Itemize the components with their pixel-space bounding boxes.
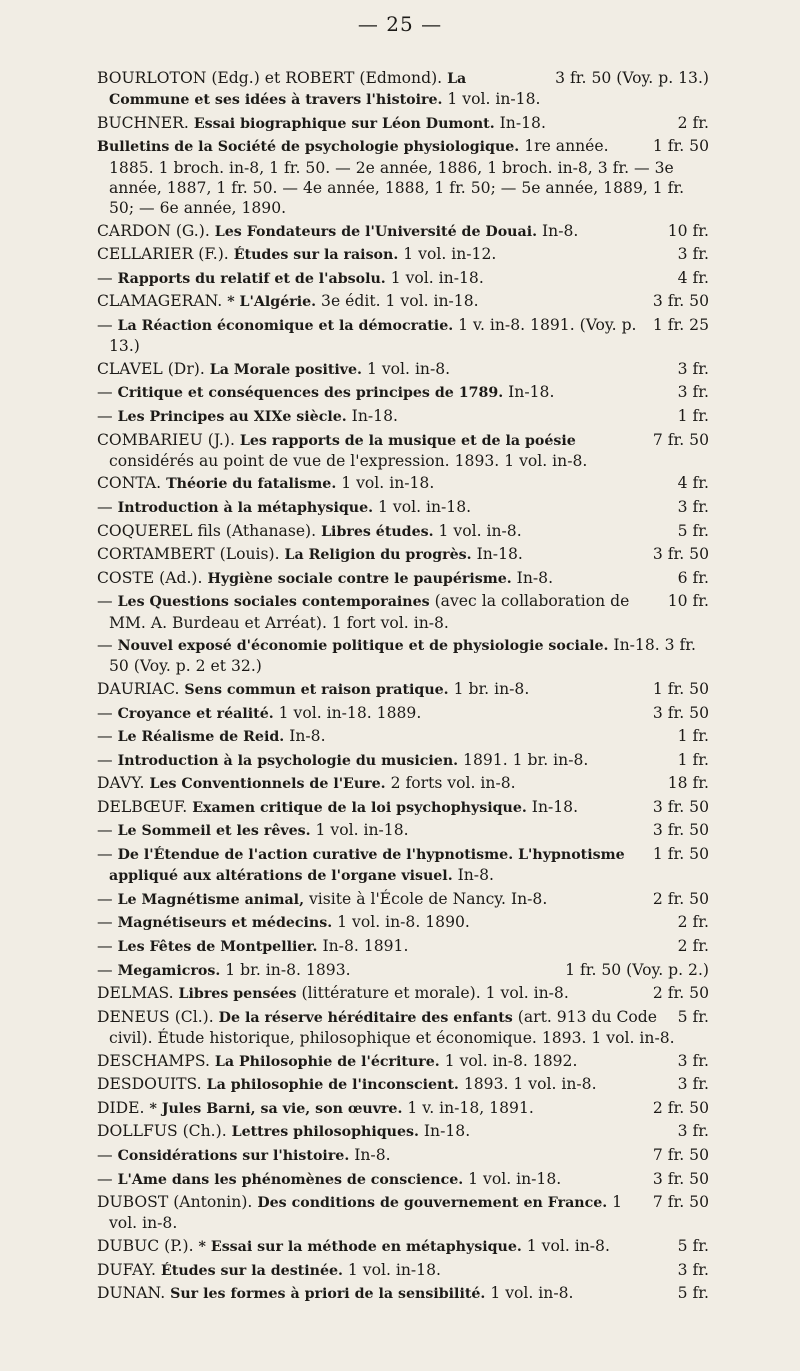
entry-rest: In-18.: [351, 406, 398, 425]
entry-rest: 1 v. in-8. 1891. (Voy. p. 13.): [109, 315, 637, 356]
entry-price: 1 fr. 50: [652, 137, 709, 156]
entry-title: Des conditions de gouvernement en France.: [257, 1195, 608, 1212]
catalog-entry: [97, 521, 709, 542]
entry-title: Croyance et réalité.: [117, 705, 274, 722]
entry-author: DAVY.: [97, 774, 145, 793]
entry-author: —: [97, 821, 113, 840]
entry-author: CORTAMBERT (Louis).: [97, 545, 280, 564]
entry-author: DELBŒUF.: [97, 797, 188, 816]
catalog-entry: [97, 1051, 709, 1072]
entry-author: CELLARIER (F.).: [97, 245, 229, 264]
entry-title: La Morale positive.: [209, 361, 362, 378]
entry-price: 3 fr. 50: [652, 545, 709, 564]
entry-rest: 1 vol. in-8.: [438, 521, 522, 540]
entry-price: 1 fr.: [677, 727, 709, 746]
catalog-entry: [97, 912, 709, 933]
entry-price: 4 fr.: [677, 474, 709, 493]
entry-price: 3 fr. 50: [652, 703, 709, 722]
catalog-entry: [97, 406, 709, 427]
catalog-entry: [97, 1283, 709, 1304]
catalog-entry: [97, 703, 709, 724]
entry-rest: In-8.: [289, 727, 326, 746]
catalog-entry: [97, 382, 709, 403]
entry-price: 1 fr. 50: [652, 679, 709, 698]
entry-author: CONTA.: [97, 474, 162, 493]
entry-price: 3 fr. 50: [652, 821, 709, 840]
entry-price: 3 fr.: [677, 359, 709, 378]
catalog-entry: [97, 591, 709, 632]
entry-price: 3 fr. 50: [652, 1169, 709, 1188]
entry-price: 1 fr.: [677, 406, 709, 425]
entry-rest: 1 vol. in-18.: [447, 90, 541, 109]
entry-price: 3 fr.: [677, 245, 709, 264]
catalog-entry: [97, 497, 709, 518]
entry-rest: In-8.: [542, 221, 579, 240]
entry-price: 7 fr. 50: [652, 430, 709, 449]
entry-rest: 1 vol. in-8.: [109, 1193, 623, 1233]
entry-rest: In-8. 1891.: [322, 937, 409, 956]
entry-author: CLAVEL (Dr).: [97, 359, 205, 378]
catalog-entry: [97, 1192, 709, 1233]
entry-price: 3 fr.: [677, 383, 709, 402]
entry-price: 1 fr. 50 (Voy. p. 2.): [565, 960, 709, 979]
entry-title: La Réaction économique et la démocratie.: [117, 317, 454, 334]
entry-rest: In-8.: [516, 568, 554, 587]
entry-price: 3 fr.: [677, 1260, 709, 1279]
catalog-entry: [97, 1098, 709, 1119]
catalog-entry: [97, 68, 709, 110]
entry-price: 3 fr. 50: [652, 292, 709, 311]
entry-author: COMBARIEU (J.).: [97, 430, 235, 449]
entry-title: De la réserve héréditaire des enfants: [218, 1009, 513, 1026]
entry-title: La Commune et ses idées à travers l'histoire.: [109, 71, 467, 109]
entry-title: Lettres philosophiques.: [231, 1124, 419, 1141]
entry-title: * Essai sur la méthode en métaphysique.: [198, 1238, 522, 1255]
entry-title: Bulletins de la Société de psychologie physiologique.: [97, 139, 520, 156]
entry-price: 5 fr.: [677, 521, 709, 540]
entry-title: Sur les formes à priori de la sensibilité.: [170, 1286, 486, 1303]
entry-rest: 1 vol. in-18.: [315, 821, 409, 840]
entry-title: Critique et conséquences des principes de 1789.: [117, 385, 504, 402]
entry-title: La philosophie de l'inconscient.: [206, 1077, 459, 1094]
entry-price: 2 fr.: [677, 937, 709, 956]
entry-author: DOLLFUS (Ch.).: [97, 1122, 227, 1141]
entry-title: Introduction à la métaphysique.: [117, 499, 374, 516]
entry-author: —: [97, 383, 113, 402]
entry-price: 1 fr. 25: [652, 315, 709, 334]
entry-rest: 2 forts vol. in-8.: [390, 774, 516, 793]
catalog-entry: [97, 136, 709, 218]
entry-price: 7 fr. 50: [652, 1146, 709, 1164]
catalog-entry: [97, 430, 709, 471]
entry-rest: In-18.: [499, 113, 546, 132]
entry-rest: 1 vol. in-18.: [468, 1169, 562, 1188]
entry-author: DELMAS.: [97, 984, 174, 1003]
entry-title: Libres études.: [321, 523, 434, 540]
entry-author: —: [97, 497, 113, 516]
entry-price: 10 fr.: [667, 592, 709, 611]
entry-author: COSTE (Ad.).: [97, 568, 203, 587]
page-number: — 25 —: [357, 12, 443, 36]
entry-rest: 1 vol. in-18.: [347, 1260, 441, 1279]
catalog-entry: [97, 244, 709, 265]
entry-rest: In-8.: [457, 866, 494, 885]
entry-price: 7 fr. 50: [652, 1193, 709, 1212]
entry-rest: 1 vol. in-12.: [403, 245, 497, 264]
entry-author: —: [97, 913, 113, 932]
entry-author: —: [97, 889, 113, 908]
entry-title: Examen critique de la loi psychophysique.: [192, 799, 527, 816]
entry-author: COQUEREL fils (Athanase).: [97, 521, 317, 540]
entry-rest: 1 br. in-8.: [453, 679, 530, 698]
entry-author: BOURLOTON (Edg.) et ROBERT (Edmond).: [97, 69, 443, 87]
entry-author: CLAMAGERAN.: [97, 292, 223, 311]
entry-author: DAURIAC.: [97, 679, 180, 698]
entry-rest: 1891. 1 br. in-8.: [463, 750, 589, 769]
entry-rest: considérés au point de vue de l'expression. 1893. 1 vol. in-8.: [109, 451, 588, 470]
entry-author: DUFAY.: [97, 1260, 156, 1279]
catalog-entry: [97, 773, 709, 794]
entry-rest: In-18.: [531, 797, 579, 816]
entry-title: Considérations sur l'histoire.: [117, 1148, 350, 1164]
entry-author: DIDE.: [97, 1098, 145, 1117]
catalog-entry: [97, 960, 709, 981]
entry-price: 2 fr. 50: [652, 1098, 709, 1117]
catalog-entry: [97, 113, 709, 134]
entry-rest: 1 vol. in-18.: [378, 497, 472, 516]
catalog-entry: [97, 679, 709, 700]
entry-title: L'Ame dans les phénomènes de conscience.: [117, 1171, 464, 1188]
entry-author: —: [97, 750, 113, 769]
entry-author: DESDOUITS.: [97, 1075, 202, 1094]
entry-price: 2 fr. 50: [652, 889, 709, 908]
catalog-entry: [97, 1074, 709, 1095]
catalog-entry: [97, 726, 709, 747]
entry-rest: In-8.: [354, 1146, 391, 1164]
entry-price: 3 fr. 50: [652, 797, 709, 816]
entry-title: Le Magnétisme animal,: [117, 891, 305, 908]
entry-rest: In-18. 3 fr. 50 (Voy. p. 2 et 32.): [109, 636, 696, 676]
entry-price: 18 fr.: [667, 774, 709, 793]
catalog-entry: [97, 291, 709, 312]
catalog-entry: [97, 1145, 709, 1166]
catalog-entry: [97, 544, 709, 565]
entry-title: Introduction à la psychologie du musicien.: [117, 752, 459, 769]
entry-author: —: [97, 1169, 113, 1188]
entry-title: Études sur la destinée.: [160, 1262, 343, 1279]
entry-title: Les Principes au XIXe siècle.: [117, 408, 347, 425]
catalog-entry: [97, 936, 709, 957]
entry-author: DENEUS (Cl.).: [97, 1007, 214, 1026]
catalog-list: [97, 68, 709, 1307]
entry-price: 1 fr. 50: [652, 845, 709, 864]
entry-price: 3 fr.: [677, 1075, 709, 1094]
catalog-entry: [97, 1007, 709, 1048]
entry-title: Hygiène sociale contre le paupérisme.: [207, 570, 512, 587]
entry-title: Les rapports de la musique et de la poésie: [239, 432, 576, 449]
entry-price: 4 fr.: [677, 268, 709, 287]
catalog-entry: [97, 983, 709, 1004]
catalog-entry: [97, 797, 709, 818]
entry-author: —: [97, 1146, 113, 1164]
entry-price: 5 fr.: [677, 1236, 709, 1255]
entry-rest: In-18.: [423, 1122, 471, 1141]
catalog-entry: [97, 1236, 709, 1257]
entry-author: DUNAN.: [97, 1284, 166, 1303]
entry-title: La Philosophie de l'écriture.: [214, 1053, 440, 1070]
entry-title: * L'Algérie.: [227, 294, 317, 311]
entry-price: 3 fr. 50 (Voy. p. 13.): [555, 69, 709, 87]
catalog-entry: [97, 820, 709, 841]
catalog-entry: [97, 221, 709, 242]
entry-title: Théorie du fatalisme.: [166, 476, 337, 493]
entry-author: CARDON (G.).: [97, 221, 210, 240]
catalog-entry: [97, 268, 709, 289]
entry-price: 1 fr.: [677, 750, 709, 769]
catalog-entry: [97, 844, 709, 886]
entry-price: 5 fr.: [677, 1284, 709, 1303]
entry-title: * Jules Barni, sa vie, son œuvre.: [149, 1100, 403, 1117]
entry-rest: 1893. 1 vol. in-8.: [463, 1075, 597, 1094]
entry-rest: 1 vol. in-8. 1890.: [337, 913, 470, 932]
entry-rest: In-18.: [476, 545, 523, 564]
catalog-entry: [97, 1121, 709, 1142]
catalog-entry: [97, 315, 709, 356]
entry-title: De l'Étendue de l'action curative de l'hypnotisme. L'hypnotisme appliqué aux altérations de l'organe visuel.: [109, 847, 625, 885]
entry-title: Les Questions sociales contemporaines: [117, 594, 430, 611]
entry-rest: 1 vol. in-18. 1889.: [278, 703, 422, 722]
entry-title: Libres pensées: [178, 986, 297, 1003]
entry-title: La Religion du progrès.: [284, 547, 472, 564]
entry-rest: visite à l'École de Nancy. In-8.: [308, 889, 548, 908]
catalog-entry: [97, 635, 709, 676]
entry-price: 5 fr.: [677, 1007, 709, 1026]
entry-price: 3 fr.: [677, 497, 709, 516]
entry-rest: 1 vol. in-8.: [490, 1284, 574, 1303]
catalog-entry: [97, 359, 709, 380]
catalog-entry: [97, 1169, 709, 1190]
entry-title: Les Fêtes de Montpellier.: [117, 939, 318, 956]
entry-price: 6 fr.: [677, 568, 709, 587]
entry-rest: 1 vol. in-18.: [341, 474, 435, 493]
entry-price: 2 fr.: [677, 913, 709, 932]
entry-price: 3 fr.: [677, 1122, 709, 1141]
entry-title: Études sur la raison.: [233, 247, 399, 264]
entry-title: Sens commun et raison pratique.: [184, 681, 449, 698]
catalog-entry: [97, 750, 709, 771]
entry-rest: (littérature et morale). 1 vol. in-8.: [301, 984, 569, 1003]
entry-title: Le Réalisme de Reid.: [117, 729, 285, 746]
entry-author: —: [97, 636, 113, 655]
entry-title: Les Conventionnels de l'Eure.: [149, 776, 386, 793]
catalog-entry: [97, 889, 709, 910]
entry-author: —: [97, 960, 113, 979]
catalog-entry: [97, 473, 709, 494]
entry-author: —: [97, 406, 113, 425]
catalog-entry: [97, 568, 709, 589]
entry-rest: (avec la collaboration de MM. A. Burdeau et Arréat). 1 fort vol. in-8.: [109, 592, 630, 632]
entry-price: 3 fr.: [677, 1051, 709, 1070]
entry-rest: 3e édit. 1 vol. in-18.: [321, 292, 479, 311]
entry-title: Magnétiseurs et médecins.: [117, 915, 333, 932]
entry-rest: 1 vol. in-8.: [526, 1236, 610, 1255]
entry-author: —: [97, 268, 113, 287]
entry-rest: 1re année. 1885. 1 broch. in-8, 1 fr. 50. — 2e année, 1886, 1 broch. in-8, 3 fr. — 3e année, 1887, 1 fr. 50. — 4e année, 1888, 1 fr. 50; — 5e année, 1889, 1 fr. 50; — 6e année, 1890.: [109, 137, 685, 217]
entry-rest: 1 vol. in-8. 1892.: [444, 1051, 578, 1070]
entry-price: 2 fr.: [677, 113, 709, 132]
entry-title: Rapports du relatif et de l'absolu.: [117, 270, 386, 287]
entry-title: Les Fondateurs de l'Université de Douai.: [214, 223, 538, 240]
entry-price: 2 fr. 50: [652, 984, 709, 1003]
entry-title: Le Sommeil et les rêves.: [117, 823, 311, 840]
entry-author: DUBUC (P.).: [97, 1236, 194, 1255]
entry-title: Nouvel exposé d'économie politique et de physiologie sociale.: [117, 638, 609, 655]
entry-author: —: [97, 592, 113, 611]
entry-title: Essai biographique sur Léon Dumont.: [193, 115, 495, 132]
catalog-entry: [97, 1260, 709, 1281]
entry-author: DESCHAMPS.: [97, 1051, 210, 1070]
entry-author: —: [97, 315, 113, 334]
entry-author: —: [97, 703, 113, 722]
entry-price: 10 fr.: [667, 221, 709, 240]
entry-rest: 1 vol. in-8.: [366, 359, 451, 378]
entry-author: —: [97, 727, 113, 746]
entry-rest: In-18.: [508, 383, 555, 402]
entry-author: —: [97, 937, 113, 956]
entry-rest: 1 v. in-18, 1891.: [407, 1098, 534, 1117]
entry-rest: 1 vol. in-18.: [390, 268, 484, 287]
entry-author: BUCHNER.: [97, 113, 189, 132]
entry-rest: (art. 913 du Code civil). Étude historique, philosophique et économique. 1893. 1 vol. in-8.: [109, 1007, 675, 1048]
entry-rest: 1 br. in-8. 1893.: [225, 960, 351, 979]
entry-title: Megamicros.: [117, 962, 221, 979]
entry-author: —: [97, 845, 113, 864]
entry-author: DUBOST (Antonin).: [97, 1193, 253, 1212]
